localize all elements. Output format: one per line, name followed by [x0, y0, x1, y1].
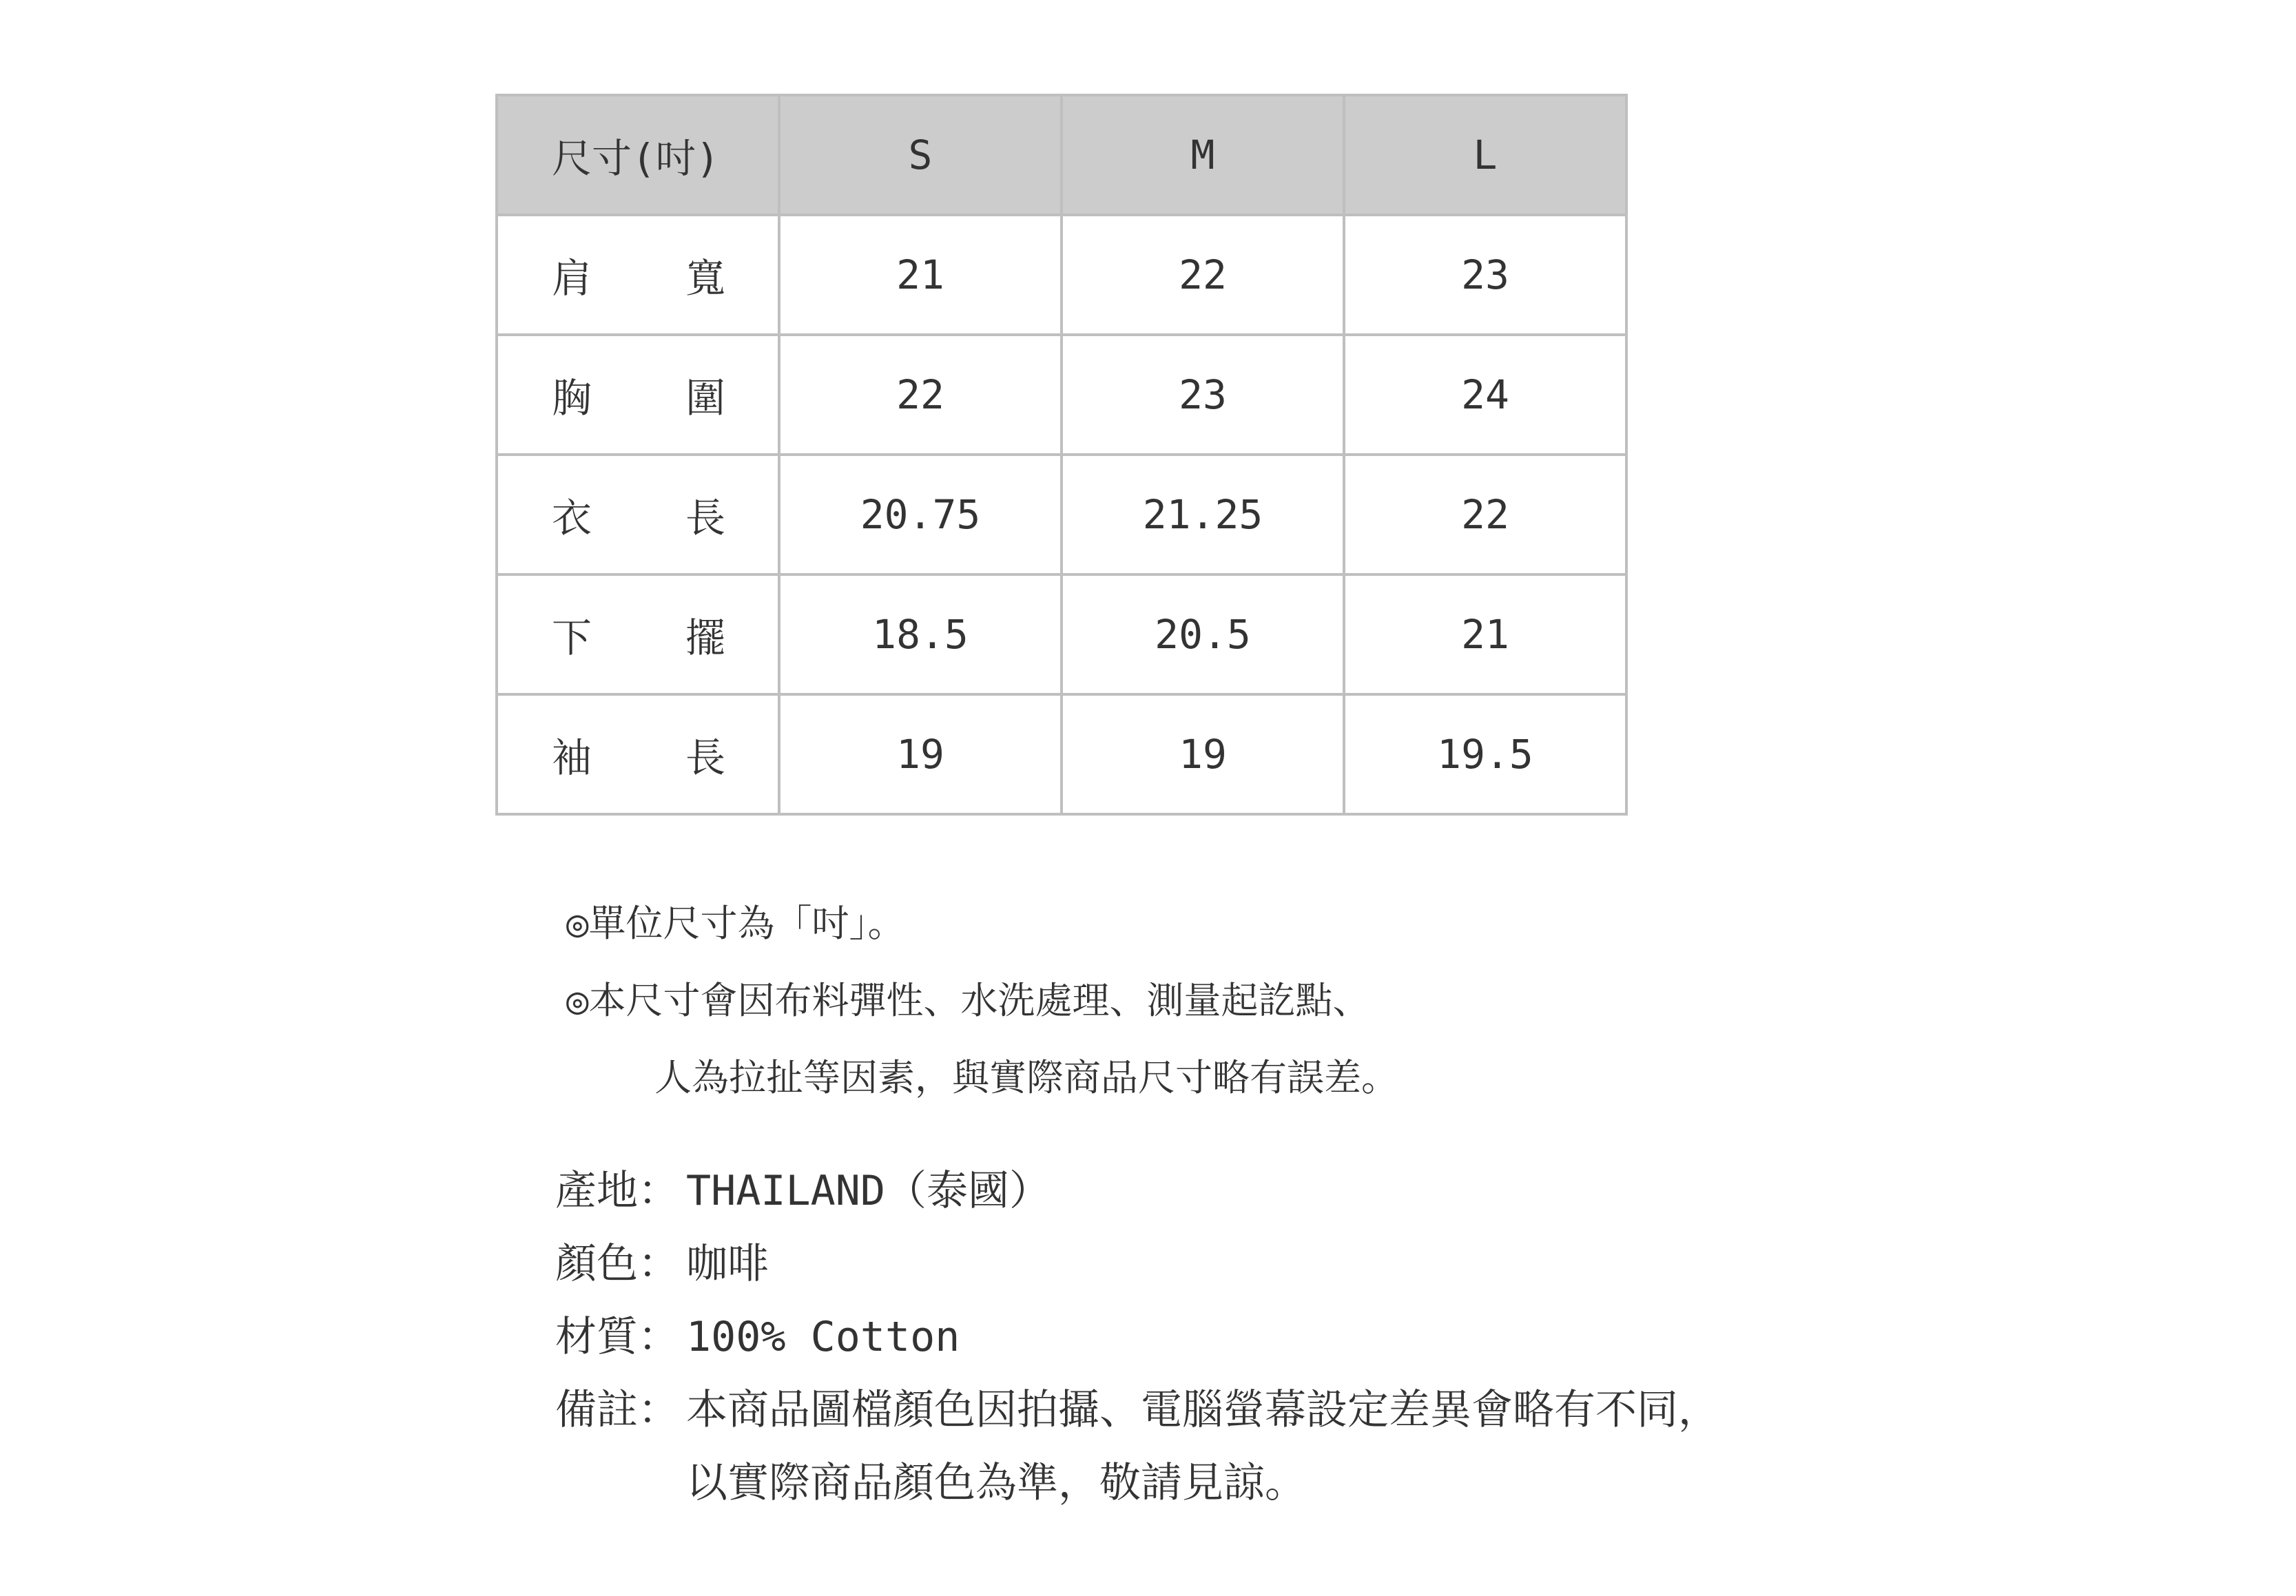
cell-value-m: 20.5: [1062, 574, 1344, 694]
header-size-m: M: [1062, 95, 1344, 215]
info-remark-cont: 以實際商品顏色為準，敬請見諒。: [686, 1459, 1306, 1507]
row-label-char-1: 胸: [552, 375, 592, 422]
row-label-char-2: 圍: [685, 375, 725, 422]
note-tolerance: ◎本尺寸會因布料彈性、水洗處理、測量起訖點、: [566, 979, 1370, 1022]
note-unit: ◎單位尺寸為「吋」。: [566, 902, 905, 945]
info-origin-key: 產地：: [555, 1167, 679, 1215]
cell-value-m: 19: [1062, 694, 1344, 814]
row-label: [497, 455, 779, 574]
info-remark-value: 本商品圖檔顏色因拍攝、電腦螢幕設定差異會略有不同，: [686, 1386, 1719, 1434]
size-chart-body: [497, 215, 1626, 814]
row-label: [497, 335, 779, 455]
row-label-char-1: 袖: [552, 734, 592, 781]
info-material: [555, 1300, 1719, 1374]
cell-value-s: 20.75: [779, 455, 1062, 574]
info-color-key: 顏色：: [555, 1240, 679, 1288]
info-color: [555, 1227, 1719, 1300]
size-chart-header: [497, 95, 1626, 215]
cell-value-l: 21: [1344, 574, 1626, 694]
size-notes: [566, 885, 1398, 1117]
cell-value-l: 19.5: [1344, 694, 1626, 814]
header-size-s: S: [779, 95, 1062, 215]
cell-value-m: 23: [1062, 335, 1344, 455]
info-material-key: 材質：: [555, 1313, 679, 1361]
cell-value-s: 22: [779, 335, 1062, 455]
row-label-char-2: 長: [685, 495, 725, 541]
info-origin: [555, 1154, 1719, 1227]
info-remark-key: 備註：: [555, 1386, 679, 1434]
info-origin-value: THAILAND（泰國）: [686, 1167, 1051, 1215]
cell-value-s: 21: [779, 215, 1062, 335]
header-size-l: L: [1344, 95, 1626, 215]
table-row-shoulder: [497, 215, 1626, 335]
row-label-char-2: 擺: [685, 614, 725, 661]
cell-value-l: 23: [1344, 215, 1626, 335]
row-label-char-2: 長: [685, 734, 725, 781]
cell-value-m: 21.25: [1062, 455, 1344, 574]
row-label: [497, 215, 779, 335]
cell-value-s: 19: [779, 694, 1062, 814]
cell-value-l: 24: [1344, 335, 1626, 455]
info-color-value: 咖啡: [686, 1240, 769, 1288]
header-size-unit: 尺寸(吋): [497, 95, 779, 215]
row-label-char-1: 下: [552, 614, 592, 661]
cell-value-m: 22: [1062, 215, 1344, 335]
table-row-chest: [497, 335, 1626, 455]
cell-value-l: 22: [1344, 455, 1626, 574]
product-info: [555, 1154, 1719, 1520]
table-row-hem: [497, 574, 1626, 694]
row-label-char-1: 衣: [552, 495, 592, 541]
table-row-sleeve: [497, 694, 1626, 814]
row-label-char-2: 寬: [685, 255, 725, 302]
table-row-length: [497, 455, 1626, 574]
row-label-char-1: 肩: [552, 255, 592, 302]
info-remark: [555, 1374, 1719, 1447]
row-label: [497, 574, 779, 694]
note-tolerance-cont: 人為拉扯等因素，與實際商品尺寸略有誤差。: [654, 1056, 1398, 1099]
size-chart-table: [495, 94, 1628, 816]
header-row: [497, 95, 1626, 215]
cell-value-s: 18.5: [779, 574, 1062, 694]
info-material-value: 100% Cotton: [686, 1313, 960, 1361]
row-label: [497, 694, 779, 814]
